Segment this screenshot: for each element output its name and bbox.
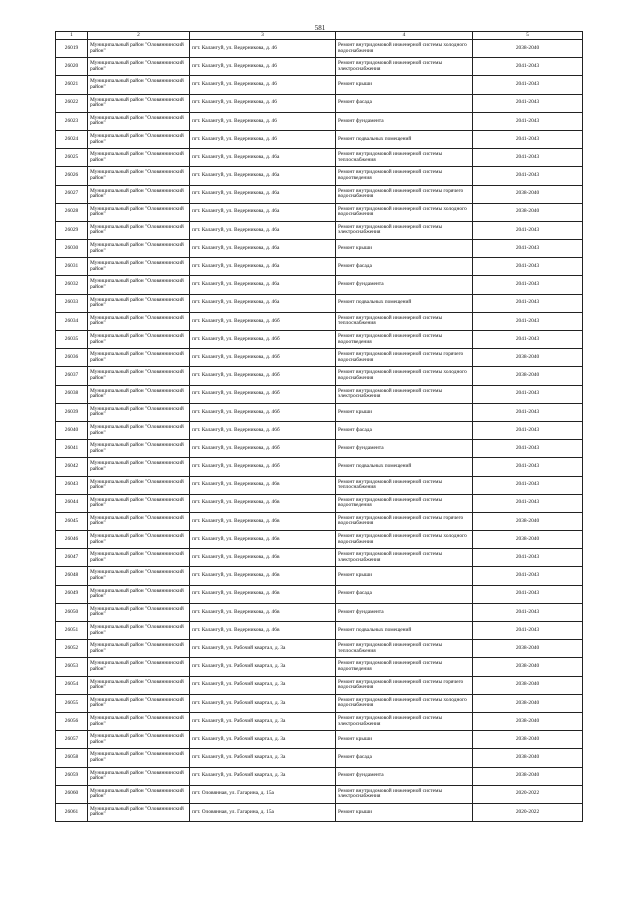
header-row: [56, 32, 583, 40]
row-number-cell: 26025: [56, 149, 88, 167]
table-row: [56, 476, 583, 494]
row-number-cell: 26037: [56, 367, 88, 385]
address-cell: пгт. Калангуй, ул. Ведерникова, д. 46б: [190, 385, 336, 403]
work-type-cell: Ремонт подвальных помещений: [336, 458, 473, 476]
table-row: [56, 276, 583, 294]
table-row: [56, 585, 583, 603]
row-number-cell: 26057: [56, 731, 88, 749]
address-cell: пгт. Калангуй, ул. Ведерникова, д. 46в: [190, 476, 336, 494]
municipality-cell: Муниципальный район "Оловяннинский район": [88, 803, 190, 821]
period-cell: 2038-2040: [473, 749, 583, 767]
table-row: [56, 94, 583, 112]
municipality-cell: Муниципальный район "Оловяннинский район": [88, 549, 190, 567]
work-type-cell: Ремонт фундамента: [336, 440, 473, 458]
municipality-cell: Муниципальный район "Оловяннинский район": [88, 712, 190, 730]
period-cell: 2038-2040: [473, 185, 583, 203]
row-number-cell: 26028: [56, 203, 88, 221]
work-type-cell: Ремонт крыши: [336, 567, 473, 585]
table-row: [56, 603, 583, 621]
column-header: 2: [88, 32, 190, 40]
municipality-cell: Муниципальный район "Оловяннинский район": [88, 458, 190, 476]
period-cell: 2038-2040: [473, 767, 583, 785]
period-cell: 2041-2043: [473, 585, 583, 603]
table-row: [56, 549, 583, 567]
period-cell: 2041-2043: [473, 294, 583, 312]
period-cell: 2041-2043: [473, 549, 583, 567]
period-cell: 2041-2043: [473, 421, 583, 439]
table-row: [56, 112, 583, 130]
table-row: [56, 367, 583, 385]
period-cell: 2041-2043: [473, 403, 583, 421]
row-number-cell: 26058: [56, 749, 88, 767]
address-cell: пгт. Калангуй, ул. Рабочий квартал, д. 3а: [190, 712, 336, 730]
row-number-cell: 26044: [56, 494, 88, 512]
table-row: [56, 749, 583, 767]
municipality-cell: Муниципальный район "Оловяннинский район": [88, 312, 190, 330]
work-type-cell: Ремонт крыши: [336, 76, 473, 94]
work-type-cell: Ремонт фундамента: [336, 767, 473, 785]
row-number-cell: 26054: [56, 676, 88, 694]
municipality-cell: Муниципальный район "Оловяннинский район": [88, 149, 190, 167]
row-number-cell: 26046: [56, 531, 88, 549]
table-row: [56, 385, 583, 403]
address-cell: пгт. Калангуй, ул. Ведерникова, д. 46б: [190, 440, 336, 458]
address-cell: пгт. Калангуй, ул. Ведерникова, д. 46в: [190, 622, 336, 640]
table-row: [56, 494, 583, 512]
row-number-cell: 26041: [56, 440, 88, 458]
period-cell: 2041-2043: [473, 130, 583, 148]
work-type-cell: Ремонт фасада: [336, 258, 473, 276]
work-type-cell: Ремонт фасада: [336, 421, 473, 439]
municipality-cell: Муниципальный район "Оловяннинский район": [88, 731, 190, 749]
row-number-cell: 26055: [56, 694, 88, 712]
table-row: [56, 458, 583, 476]
municipality-cell: Муниципальный район "Оловяннинский район": [88, 112, 190, 130]
municipality-cell: Муниципальный район "Оловяннинский район": [88, 622, 190, 640]
row-number-cell: 26033: [56, 294, 88, 312]
address-cell: пгт. Калангуй, ул. Ведерникова, д. 46в: [190, 494, 336, 512]
work-type-cell: Ремонт внутридомовой инженерной системы горячего водоснабжения: [336, 676, 473, 694]
municipality-cell: Муниципальный район "Оловяннинский район": [88, 331, 190, 349]
municipality-cell: Муниципальный район "Оловяннинский район": [88, 767, 190, 785]
row-number-cell: 26053: [56, 658, 88, 676]
work-type-cell: Ремонт внутридомовой инженерной системы горячего водоснабжения: [336, 185, 473, 203]
table-row: [56, 731, 583, 749]
municipality-cell: Муниципальный район "Оловяннинский район": [88, 58, 190, 76]
municipality-cell: Муниципальный район "Оловяннинский район": [88, 785, 190, 803]
municipality-cell: Муниципальный район "Оловяннинский район": [88, 349, 190, 367]
column-header: 4: [336, 32, 473, 40]
municipality-cell: Муниципальный район "Оловяннинский район": [88, 421, 190, 439]
table-row: [56, 185, 583, 203]
municipality-cell: Муниципальный район "Оловяннинский район": [88, 476, 190, 494]
address-cell: пгт. Калангуй, ул. Ведерникова, д. 46б: [190, 331, 336, 349]
address-cell: пгт. Калангуй, ул. Ведерникова, д. 46: [190, 94, 336, 112]
municipality-cell: Муниципальный район "Оловяннинский район": [88, 403, 190, 421]
table-row: [56, 40, 583, 58]
municipality-cell: Муниципальный район "Оловяннинский район": [88, 221, 190, 239]
work-type-cell: Ремонт внутридомовой инженерной системы электроснабжения: [336, 712, 473, 730]
municipality-cell: Муниципальный район "Оловяннинский район": [88, 258, 190, 276]
work-type-cell: Ремонт внутридомовой инженерной системы теплоснабжения: [336, 149, 473, 167]
row-number-cell: 26038: [56, 385, 88, 403]
address-cell: пгт. Калангуй, ул. Ведерникова, д. 46а: [190, 149, 336, 167]
municipality-cell: Муниципальный район "Оловяннинский район": [88, 294, 190, 312]
table-row: [56, 712, 583, 730]
table-row: [56, 240, 583, 258]
address-cell: пгт. Калангуй, ул. Рабочий квартал, д. 3а: [190, 676, 336, 694]
address-cell: пгт. Калангуй, ул. Ведерникова, д. 46в: [190, 512, 336, 530]
municipality-cell: Муниципальный район "Оловяннинский район": [88, 676, 190, 694]
address-cell: пгт. Калангуй, ул. Ведерникова, д. 46а: [190, 167, 336, 185]
period-cell: 2038-2040: [473, 731, 583, 749]
work-type-cell: Ремонт крыши: [336, 240, 473, 258]
address-cell: пгт. Калангуй, ул. Ведерникова, д. 46б: [190, 403, 336, 421]
address-cell: пгт. Калангуй, ул. Ведерникова, д. 46: [190, 58, 336, 76]
table-row: [56, 567, 583, 585]
row-number-cell: 26042: [56, 458, 88, 476]
work-type-cell: Ремонт внутридомовой инженерной системы электроснабжения: [336, 385, 473, 403]
work-type-cell: Ремонт внутридомовой инженерной системы электроснабжения: [336, 549, 473, 567]
municipality-cell: Муниципальный район "Оловяннинский район": [88, 185, 190, 203]
row-number-cell: 26047: [56, 549, 88, 567]
municipality-cell: Муниципальный район "Оловяннинский район": [88, 658, 190, 676]
period-cell: 2041-2043: [473, 76, 583, 94]
address-cell: пгт. Калангуй, ул. Рабочий квартал, д. 3а: [190, 640, 336, 658]
period-cell: 2038-2040: [473, 40, 583, 58]
period-cell: 2041-2043: [473, 312, 583, 330]
address-cell: пгт. Калангуй, ул. Ведерникова, д. 46а: [190, 185, 336, 203]
row-number-cell: 26051: [56, 622, 88, 640]
municipality-cell: Муниципальный район "Оловяннинский район": [88, 276, 190, 294]
address-cell: пгт. Калангуй, ул. Ведерникова, д. 46: [190, 40, 336, 58]
row-number-cell: 26059: [56, 767, 88, 785]
municipality-cell: Муниципальный район "Оловяннинский район": [88, 440, 190, 458]
period-cell: 2041-2043: [473, 276, 583, 294]
row-number-cell: 26045: [56, 512, 88, 530]
address-cell: пгт. Калангуй, ул. Ведерникова, д. 46б: [190, 458, 336, 476]
period-cell: 2038-2040: [473, 531, 583, 549]
work-type-cell: Ремонт внутридомовой инженерной системы горячего водоснабжения: [336, 349, 473, 367]
row-number-cell: 26040: [56, 421, 88, 439]
capital-repair-table: [55, 31, 583, 822]
table-row: [56, 676, 583, 694]
table-row: [56, 294, 583, 312]
work-type-cell: Ремонт подвальных помещений: [336, 130, 473, 148]
work-type-cell: Ремонт внутридомовой инженерной системы холодного водоснабжения: [336, 367, 473, 385]
table-row: [56, 531, 583, 549]
period-cell: 2041-2043: [473, 494, 583, 512]
row-number-cell: 26022: [56, 94, 88, 112]
period-cell: 2041-2043: [473, 240, 583, 258]
address-cell: пгт. Калангуй, ул. Ведерникова, д. 46в: [190, 531, 336, 549]
work-type-cell: Ремонт подвальных помещений: [336, 622, 473, 640]
address-cell: пгт. Калангуй, ул. Ведерникова, д. 46б: [190, 312, 336, 330]
address-cell: пгт. Оловянная, ул. Гагарина, д. 15а: [190, 785, 336, 803]
row-number-cell: 26026: [56, 167, 88, 185]
address-cell: пгт. Калангуй, ул. Ведерникова, д. 46а: [190, 276, 336, 294]
work-type-cell: Ремонт внутридомовой инженерной системы холодного водоснабжения: [336, 531, 473, 549]
column-header: 1: [56, 32, 88, 40]
table-row: [56, 167, 583, 185]
table-row: [56, 622, 583, 640]
period-cell: 2038-2040: [473, 640, 583, 658]
row-number-cell: 26032: [56, 276, 88, 294]
period-cell: 2020-2022: [473, 803, 583, 821]
municipality-cell: Муниципальный район "Оловяннинский район": [88, 367, 190, 385]
period-cell: 2038-2040: [473, 694, 583, 712]
municipality-cell: Муниципальный район "Оловяннинский район": [88, 512, 190, 530]
row-number-cell: 26056: [56, 712, 88, 730]
municipality-cell: Муниципальный район "Оловяннинский район": [88, 76, 190, 94]
table-row: [56, 312, 583, 330]
period-cell: 2041-2043: [473, 476, 583, 494]
municipality-cell: Муниципальный район "Оловяннинский район": [88, 240, 190, 258]
work-type-cell: Ремонт фасада: [336, 585, 473, 603]
work-type-cell: Ремонт фундамента: [336, 603, 473, 621]
work-type-cell: Ремонт фасада: [336, 749, 473, 767]
row-number-cell: 26052: [56, 640, 88, 658]
address-cell: пгт. Калангуй, ул. Ведерникова, д. 46б: [190, 421, 336, 439]
table-row: [56, 421, 583, 439]
period-cell: 2038-2040: [473, 367, 583, 385]
address-cell: пгт. Калангуй, ул. Рабочий квартал, д. 3а: [190, 749, 336, 767]
period-cell: 2041-2043: [473, 567, 583, 585]
address-cell: пгт. Калангуй, ул. Ведерникова, д. 46а: [190, 294, 336, 312]
row-number-cell: 26060: [56, 785, 88, 803]
work-type-cell: Ремонт фасада: [336, 94, 473, 112]
table-row: [56, 512, 583, 530]
address-cell: пгт. Калангуй, ул. Ведерникова, д. 46в: [190, 549, 336, 567]
period-cell: 2038-2040: [473, 349, 583, 367]
municipality-cell: Муниципальный район "Оловяннинский район": [88, 203, 190, 221]
period-cell: 2041-2043: [473, 58, 583, 76]
period-cell: 2038-2040: [473, 512, 583, 530]
table-row: [56, 76, 583, 94]
work-type-cell: Ремонт внутридомовой инженерной системы горячего водоснабжения: [336, 512, 473, 530]
municipality-cell: Муниципальный район "Оловяннинский район": [88, 531, 190, 549]
municipality-cell: Муниципальный район "Оловяннинский район": [88, 94, 190, 112]
table-row: [56, 203, 583, 221]
work-type-cell: Ремонт внутридомовой инженерной системы водоотведения: [336, 494, 473, 512]
address-cell: пгт. Калангуй, ул. Ведерникова, д. 46: [190, 112, 336, 130]
table-row: [56, 403, 583, 421]
period-cell: 2041-2043: [473, 331, 583, 349]
address-cell: пгт. Калангуй, ул. Ведерникова, д. 46а: [190, 240, 336, 258]
table-row: [56, 149, 583, 167]
address-cell: пгт. Калангуй, ул. Рабочий квартал, д. 3а: [190, 658, 336, 676]
row-number-cell: 26035: [56, 331, 88, 349]
row-number-cell: 26029: [56, 221, 88, 239]
table-row: [56, 331, 583, 349]
row-number-cell: 26019: [56, 40, 88, 58]
address-cell: пгт. Калангуй, ул. Рабочий квартал, д. 3а: [190, 731, 336, 749]
address-cell: пгт. Калангуй, ул. Ведерникова, д. 46: [190, 76, 336, 94]
row-number-cell: 26036: [56, 349, 88, 367]
address-cell: пгт. Калангуй, ул. Ведерникова, д. 46в: [190, 567, 336, 585]
work-type-cell: Ремонт крыши: [336, 731, 473, 749]
municipality-cell: Муниципальный район "Оловяннинский район": [88, 585, 190, 603]
table-row: [56, 130, 583, 148]
row-number-cell: 26049: [56, 585, 88, 603]
table-row: [56, 785, 583, 803]
period-cell: 2041-2043: [473, 112, 583, 130]
period-cell: 2041-2043: [473, 458, 583, 476]
period-cell: 2041-2043: [473, 385, 583, 403]
row-number-cell: 26039: [56, 403, 88, 421]
work-type-cell: Ремонт внутридомовой инженерной системы теплоснабжения: [336, 476, 473, 494]
column-header: 5: [473, 32, 583, 40]
work-type-cell: Ремонт внутридомовой инженерной системы теплоснабжения: [336, 312, 473, 330]
address-cell: пгт. Калангуй, ул. Ведерникова, д. 46б: [190, 367, 336, 385]
period-cell: 2038-2040: [473, 658, 583, 676]
table-row: [56, 221, 583, 239]
row-number-cell: 26050: [56, 603, 88, 621]
table-row: [56, 258, 583, 276]
table-row: [56, 767, 583, 785]
row-number-cell: 26024: [56, 130, 88, 148]
table-row: [56, 440, 583, 458]
address-cell: пгт. Калангуй, ул. Ведерникова, д. 46: [190, 130, 336, 148]
row-number-cell: 26027: [56, 185, 88, 203]
page-number: 581: [314, 24, 326, 32]
work-type-cell: Ремонт внутридомовой инженерной системы электроснабжения: [336, 221, 473, 239]
address-cell: пгт. Калангуй, ул. Ведерникова, д. 46а: [190, 221, 336, 239]
address-cell: пгт. Калангуй, ул. Ведерникова, д. 46в: [190, 603, 336, 621]
municipality-cell: Муниципальный район "Оловяннинский район": [88, 130, 190, 148]
work-type-cell: Ремонт внутридомовой инженерной системы водоотведения: [336, 658, 473, 676]
address-cell: пгт. Калангуй, ул. Ведерникова, д. 46в: [190, 585, 336, 603]
period-cell: 2041-2043: [473, 221, 583, 239]
work-type-cell: Ремонт подвальных помещений: [336, 294, 473, 312]
row-number-cell: 26061: [56, 803, 88, 821]
municipality-cell: Муниципальный район "Оловяннинский район": [88, 694, 190, 712]
address-cell: пгт. Калангуй, ул. Ведерникова, д. 46а: [190, 258, 336, 276]
table-row: [56, 658, 583, 676]
period-cell: 2041-2043: [473, 167, 583, 185]
table-row: [56, 694, 583, 712]
municipality-cell: Муниципальный район "Оловяннинский район": [88, 567, 190, 585]
work-type-cell: Ремонт внутридомовой инженерной системы водоотведения: [336, 331, 473, 349]
work-type-cell: Ремонт внутридомовой инженерной системы холодного водоснабжения: [336, 203, 473, 221]
table-header: [56, 32, 583, 40]
address-cell: пгт. Калангуй, ул. Рабочий квартал, д. 3а: [190, 694, 336, 712]
row-number-cell: 26023: [56, 112, 88, 130]
municipality-cell: Муниципальный район "Оловяннинский район": [88, 640, 190, 658]
period-cell: 2041-2043: [473, 94, 583, 112]
address-cell: пгт. Калангуй, ул. Рабочий квартал, д. 3а: [190, 767, 336, 785]
municipality-cell: Муниципальный район "Оловяннинский район": [88, 603, 190, 621]
row-number-cell: 26021: [56, 76, 88, 94]
period-cell: 2038-2040: [473, 203, 583, 221]
work-type-cell: Ремонт внутридомовой инженерной системы холодного водоснабжения: [336, 40, 473, 58]
work-type-cell: Ремонт внутридомовой инженерной системы водоотведения: [336, 167, 473, 185]
table-row: [56, 58, 583, 76]
row-number-cell: 26043: [56, 476, 88, 494]
period-cell: 2038-2040: [473, 676, 583, 694]
row-number-cell: 26034: [56, 312, 88, 330]
row-number-cell: 26031: [56, 258, 88, 276]
table-row: [56, 349, 583, 367]
period-cell: 2041-2043: [473, 603, 583, 621]
period-cell: 2038-2040: [473, 712, 583, 730]
row-number-cell: 26048: [56, 567, 88, 585]
period-cell: 2020-2022: [473, 785, 583, 803]
work-type-cell: Ремонт внутридомовой инженерной системы электроснабжения: [336, 58, 473, 76]
address-cell: пгт. Калангуй, ул. Ведерникова, д. 46а: [190, 203, 336, 221]
table-body: [56, 40, 583, 822]
work-type-cell: Ремонт внутридомовой инженерной системы теплоснабжения: [336, 640, 473, 658]
municipality-cell: Муниципальный район "Оловяннинский район": [88, 749, 190, 767]
work-type-cell: Ремонт фундамента: [336, 276, 473, 294]
column-header: 3: [190, 32, 336, 40]
work-type-cell: Ремонт крыши: [336, 803, 473, 821]
municipality-cell: Муниципальный район "Оловяннинский район": [88, 494, 190, 512]
period-cell: 2041-2043: [473, 149, 583, 167]
municipality-cell: Муниципальный район "Оловяннинский район": [88, 167, 190, 185]
period-cell: 2041-2043: [473, 622, 583, 640]
municipality-cell: Муниципальный район "Оловяннинский район": [88, 385, 190, 403]
period-cell: 2041-2043: [473, 440, 583, 458]
row-number-cell: 26030: [56, 240, 88, 258]
work-type-cell: Ремонт крыши: [336, 403, 473, 421]
address-cell: пгт. Калангуй, ул. Ведерникова, д. 46б: [190, 349, 336, 367]
table-row: [56, 803, 583, 821]
work-type-cell: Ремонт внутридомовой инженерной системы электроснабжения: [336, 785, 473, 803]
row-number-cell: 26020: [56, 58, 88, 76]
period-cell: 2041-2043: [473, 258, 583, 276]
work-type-cell: Ремонт внутридомовой инженерной системы холодного водоснабжения: [336, 694, 473, 712]
table-row: [56, 640, 583, 658]
municipality-cell: Муниципальный район "Оловяннинский район": [88, 40, 190, 58]
work-type-cell: Ремонт фундамента: [336, 112, 473, 130]
address-cell: пгт. Оловянная, ул. Гагарина, д. 15а: [190, 803, 336, 821]
